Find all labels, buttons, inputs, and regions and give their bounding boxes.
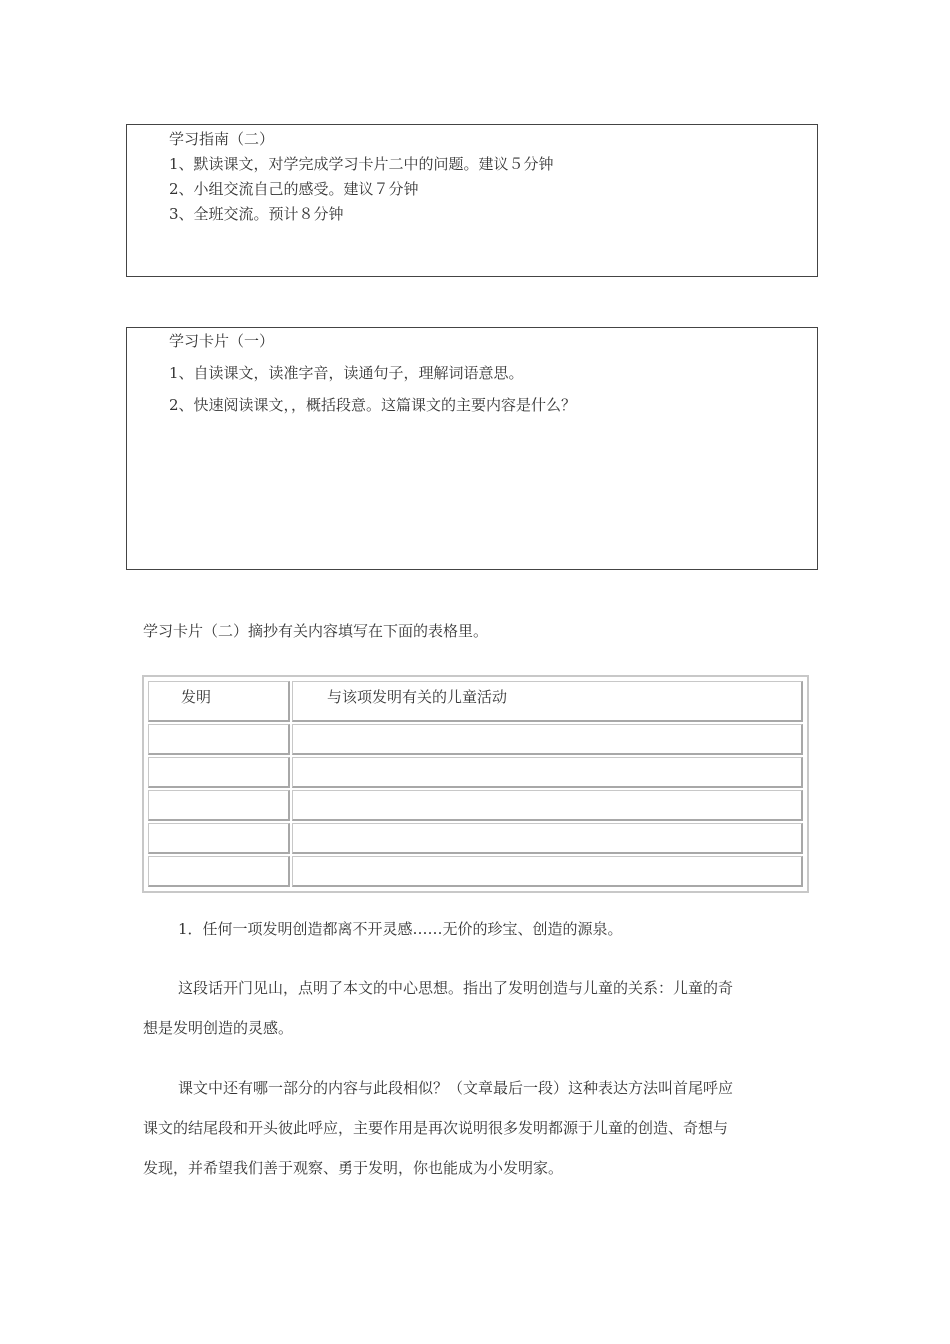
table-cell[interactable]: [292, 823, 803, 854]
study-card-one-box: [126, 327, 818, 570]
table-cell[interactable]: [148, 724, 290, 755]
table-row: [148, 790, 803, 821]
table-header-cell: [148, 681, 290, 722]
paragraph-two-line: 课文中还有哪一部分的内容与此段相似？（文章最后一段）这种表达方法叫首尾呼应: [178, 1079, 734, 1097]
study-card-one-item: 1、自读课文，读准字音，读通句子，理解词语意思。: [169, 364, 524, 382]
header-children-activity: 与该项发明有关的儿童活动: [327, 688, 508, 706]
study-guide-title: 学习指南（二）: [169, 130, 275, 148]
table-row: [148, 856, 803, 887]
table-row: [148, 724, 803, 755]
study-guide-item: 2、小组交流自己的感受。建议７分钟: [169, 180, 419, 198]
header-invention: 发明: [181, 688, 212, 706]
table-header-cell: [292, 681, 803, 722]
table-cell[interactable]: [148, 757, 290, 788]
study-guide-item: 1、默读课文，对学完成学习卡片二中的问题。建议５分钟: [169, 155, 554, 173]
table-cell[interactable]: [148, 856, 290, 887]
invention-table: [142, 675, 809, 893]
note-item-one: 1．任何一项发明创造都离不开灵感……无价的珍宝、创造的源泉。: [178, 920, 623, 938]
paragraph-one-line: 这段话开门见山，点明了本文的中心思想。指出了发明创造与儿童的关系：儿童的奇: [178, 979, 734, 997]
table-cell[interactable]: [292, 757, 803, 788]
study-card-one-title: 学习卡片（一）: [169, 332, 275, 350]
table-cell[interactable]: [292, 790, 803, 821]
paragraph-two-line: 发现，并希望我们善于观察、勇于发明，你也能成为小发明家。: [143, 1159, 564, 1177]
study-card-one-item: 2、快速阅读课文，，概括段意。这篇课文的主要内容是什么？: [169, 396, 577, 414]
table-row: [148, 823, 803, 854]
study-guide-item: 3、全班交流。预计８分钟: [169, 205, 344, 223]
table-row: [148, 757, 803, 788]
study-guide-box: [126, 124, 818, 277]
table-cell[interactable]: [292, 724, 803, 755]
paragraph-one-line: 想是发明创造的灵感。: [143, 1019, 294, 1037]
paragraph-two-line: 课文的结尾段和开头彼此呼应，主要作用是再次说明很多发明都源于儿童的创造、奇想与: [143, 1119, 729, 1137]
table-cell[interactable]: [148, 790, 290, 821]
table-header-row: [148, 681, 803, 722]
study-card-two-intro: 学习卡片（二）摘抄有关内容填写在下面的表格里。: [143, 622, 489, 640]
table-cell[interactable]: [292, 856, 803, 887]
table-cell[interactable]: [148, 823, 290, 854]
